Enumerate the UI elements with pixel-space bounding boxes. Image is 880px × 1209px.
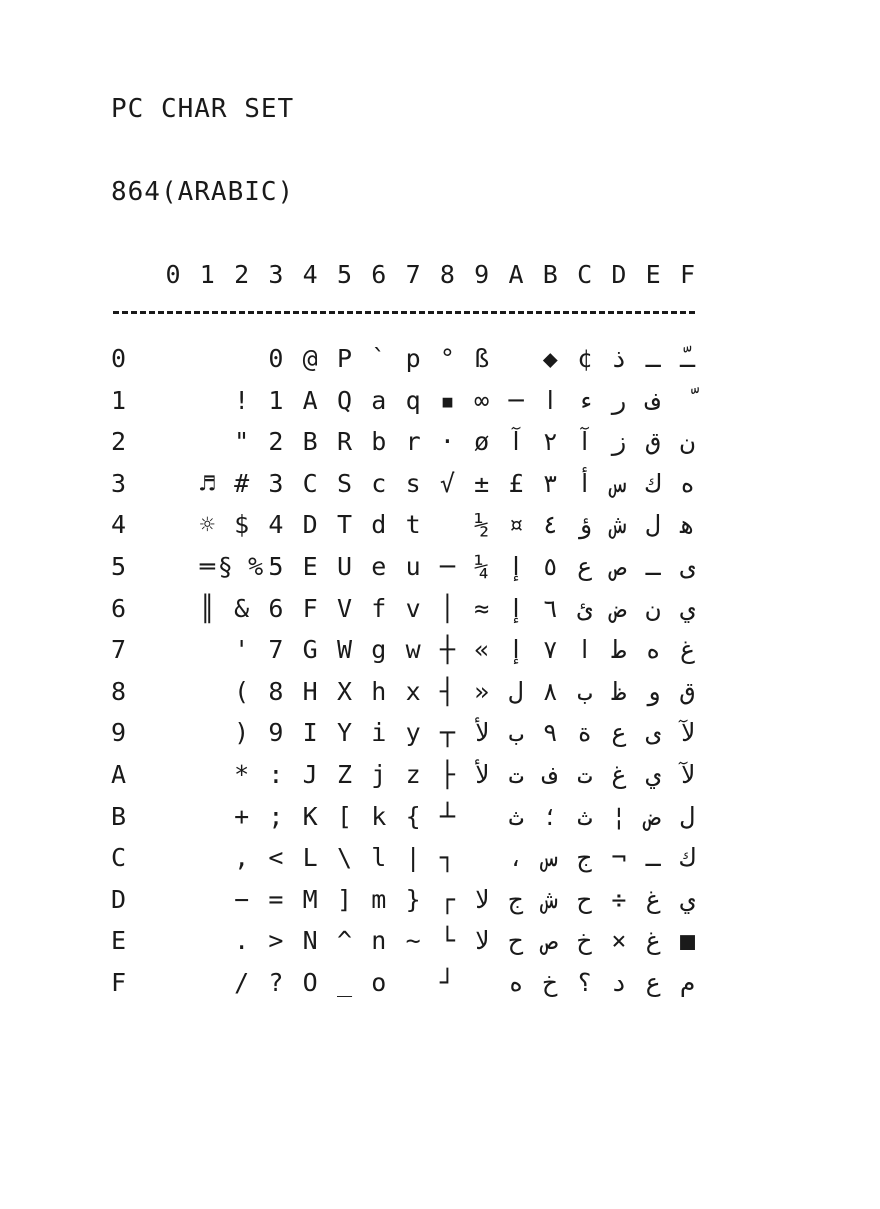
char-cell: ؛ (542, 801, 558, 831)
char-cell: ـ (645, 843, 661, 873)
char-cell: ى (645, 718, 661, 748)
char-cell: ـ (645, 344, 661, 373)
char-cell: u (405, 552, 421, 581)
char-cell: % (248, 552, 264, 581)
char-cell: Y (336, 718, 353, 748)
char-cell: ` (371, 344, 387, 373)
char-cell: ـ (645, 552, 661, 581)
char-cell: ø (474, 427, 490, 457)
char-cell: ا (577, 635, 593, 665)
char-cell: ٤ (542, 510, 558, 540)
char-cell: ٣ (542, 468, 558, 498)
char-cell: " (234, 427, 250, 457)
char-cell: @ (302, 344, 318, 373)
row-label: 5 (111, 552, 127, 581)
char-cell: ت (508, 760, 524, 789)
row-label: B (111, 801, 127, 831)
char-cell: k (371, 801, 387, 831)
column-header: 2 (234, 260, 250, 289)
char-cell: E (302, 552, 318, 581)
char-cell: Z (336, 760, 353, 789)
char-cell: ف (645, 385, 661, 415)
char-cell: } (405, 884, 421, 914)
row-label: 3 (111, 468, 127, 498)
char-cell: − (234, 884, 250, 914)
char-cell: » (474, 676, 490, 706)
char-cell: ئ (577, 593, 593, 623)
char-cell: d (371, 510, 387, 540)
char-cell: ├ (439, 760, 455, 789)
char-cell (671, 386, 705, 415)
char-cell: ﻫ (679, 510, 696, 540)
column-header: C (577, 260, 593, 289)
char-cell: س (542, 843, 558, 873)
char-cell: g (371, 635, 387, 665)
char-cell: \ (336, 843, 353, 873)
row-label: C (111, 843, 127, 873)
char-cell: b (371, 427, 387, 457)
char-cell: ﻷ (474, 760, 490, 789)
char-cell: F (302, 593, 318, 623)
char-cell: w (405, 635, 421, 665)
char-cell: « (474, 635, 490, 665)
char-cell: e (371, 552, 387, 581)
char-cell: ▪ (439, 385, 455, 415)
char-cell: ي (645, 760, 661, 789)
char-cell: ل (679, 801, 696, 831)
char-cell: £ (508, 468, 524, 498)
char-cell: ب (508, 718, 524, 748)
char-cell: ☼ (199, 510, 215, 540)
row-label: 7 (111, 635, 127, 665)
char-cell: ﻻ (474, 926, 490, 956)
char-cell: ٥ (542, 552, 558, 581)
char-cell: > (268, 926, 284, 956)
column-header: 5 (336, 260, 353, 289)
char-cell: ج (577, 843, 593, 873)
char-cell: , (234, 843, 250, 873)
column-header: 7 (405, 260, 421, 289)
char-cell: R (336, 427, 353, 457)
char-cell: W (336, 635, 353, 665)
char-cell: o (371, 968, 387, 997)
column-header: F (679, 260, 696, 289)
char-cell: y (405, 718, 421, 748)
char-cell: ┴ (439, 801, 455, 831)
char-cell: { (405, 801, 421, 831)
char-cell: [ (336, 801, 353, 831)
char-cell: ك (679, 843, 696, 873)
column-header: 0 (165, 260, 181, 289)
char-cell: ض (611, 593, 627, 623)
char-cell: ■ (679, 926, 696, 956)
char-cell: آ (577, 427, 593, 457)
char-cell: ذ (611, 344, 627, 373)
char-cell: h (371, 676, 387, 706)
char-cell: × (611, 926, 627, 956)
char-cell: ن (679, 427, 696, 457)
char-cell: خ (577, 926, 593, 956)
column-header: D (611, 260, 627, 289)
char-cell: ؤ (577, 510, 593, 540)
char-cell: * (234, 760, 250, 789)
char-cell: ر (611, 385, 627, 415)
char-cell: ; (268, 801, 284, 831)
char-cell: ~ (405, 926, 421, 956)
char-cell: ? (268, 968, 284, 997)
char-cell: ┬ (439, 718, 455, 748)
char-cell: غ (679, 635, 696, 665)
char-cell: م (679, 968, 696, 997)
char-cell: ° (439, 344, 455, 373)
column-header: 8 (439, 260, 455, 289)
char-cell: 3 (268, 468, 284, 498)
char-cell: ق (645, 427, 661, 457)
char-cell: ـّ (679, 344, 696, 373)
char-cell: ﻩ (508, 968, 524, 997)
char-cell: l (371, 843, 387, 873)
char-cell: 5 (268, 552, 284, 581)
column-header: 4 (302, 260, 318, 289)
char-cell: أ (577, 468, 593, 498)
column-header: 9 (474, 260, 490, 289)
char-cell: B (302, 427, 318, 457)
char-cell: & (234, 593, 250, 623)
char-cell: q (405, 385, 421, 415)
char-cell: G (302, 635, 318, 665)
char-cell: M (302, 884, 318, 914)
row-label: E (111, 926, 127, 956)
char-cell: ح (508, 926, 524, 956)
char-cell: إ (508, 593, 524, 623)
char-cell: ¢ (577, 344, 593, 373)
char-cell: ك (645, 468, 661, 498)
char-cell: ن (645, 593, 661, 623)
char-cell: ┤ (439, 676, 455, 706)
char-cell: ز (611, 427, 627, 457)
char-cell: ﻵ (679, 760, 696, 789)
char-cell: N (302, 926, 318, 956)
char-cell: ل (645, 510, 661, 540)
column-header: E (645, 260, 661, 289)
char-cell: V (336, 593, 353, 623)
column-header: A (508, 260, 524, 289)
char-cell: و (645, 676, 661, 706)
column-header: 6 (371, 260, 387, 289)
row-label: A (111, 760, 127, 789)
char-cell: 7 (268, 635, 284, 665)
char-cell: آ (508, 427, 524, 457)
char-cell: 8 (268, 676, 284, 706)
char-cell: ي (679, 884, 696, 914)
char-cell: D (302, 510, 318, 540)
char-cell: س (611, 468, 627, 498)
char-cell: إ (508, 552, 524, 581)
char-cell: § (217, 552, 233, 581)
char-cell: ¼ (474, 552, 490, 581)
char-cell: ء (577, 385, 593, 415)
char-cell: . (234, 926, 250, 956)
char-cell: $ (234, 510, 250, 540)
char-cell: X (336, 676, 353, 706)
char-cell: p (405, 344, 421, 373)
char-cell: ض (645, 801, 661, 831)
char-cell: _ (336, 968, 353, 997)
row-label: 8 (111, 676, 127, 706)
char-cell: ﻻ (474, 884, 490, 914)
char-cell: غ (645, 926, 661, 956)
column-header: B (542, 260, 558, 289)
char-cell: f (371, 593, 387, 623)
char-cell: ½ (474, 510, 490, 540)
char-cell: ه (645, 635, 661, 665)
char-cell: ─ (439, 552, 455, 581)
char-cell: ﻵ (679, 718, 696, 748)
char-cell: ل (508, 676, 524, 706)
char-cell: 1 (268, 385, 284, 415)
char-cell: # (234, 468, 250, 498)
char-cell: s (405, 468, 421, 498)
char-cell: ┘ (439, 968, 455, 997)
char-cell: ≈ (474, 593, 490, 623)
char-cell: ٨ (542, 676, 558, 706)
char-cell: ث (508, 801, 524, 831)
char-cell: z (405, 760, 421, 789)
char-cell: ! (234, 385, 250, 415)
row-label: 6 (111, 593, 127, 623)
char-cell: ∞ (474, 385, 490, 415)
char-cell: ث (577, 801, 593, 831)
char-cell: t (405, 510, 421, 540)
char-cell: P (336, 344, 353, 373)
char-cell: K (302, 801, 318, 831)
char-cell: ؟ (577, 968, 593, 997)
char-cell: └ (439, 926, 455, 956)
char-cell: ح (577, 884, 593, 914)
char-cell: ║ (199, 593, 215, 623)
char-cell: : (268, 760, 284, 789)
char-cell: ¤ (508, 510, 524, 540)
char-cell: ٢ (542, 427, 558, 457)
char-cell: ع (611, 718, 627, 748)
char-cell: ج (508, 884, 524, 914)
char-cell: 2 (268, 427, 284, 457)
row-label: 4 (111, 510, 127, 540)
char-cell: ش (611, 510, 627, 540)
char-cell: ظ (611, 676, 627, 706)
char-cell: ═ (199, 552, 215, 581)
char-cell: ٩ (542, 718, 558, 748)
char-cell: 9 (268, 718, 284, 748)
row-label: F (111, 968, 127, 997)
row-label: 2 (111, 427, 127, 457)
char-cell: v (405, 593, 421, 623)
char-cell: √ (439, 468, 455, 498)
char-cell: r (405, 427, 421, 457)
row-label: D (111, 884, 127, 914)
char-cell: 6 (268, 593, 284, 623)
char-cell: ± (474, 468, 490, 498)
char-cell: L (302, 843, 318, 873)
char-cell: ÷ (611, 884, 627, 914)
char-cell: < (268, 843, 284, 873)
char-cell: ♬ (199, 468, 215, 498)
char-cell: A (302, 385, 318, 415)
char-cell: ¬ (611, 843, 627, 873)
char-cell: ص (611, 552, 627, 581)
char-cell: 0 (268, 344, 284, 373)
char-cell: ط (611, 635, 627, 665)
char-cell: ف (542, 760, 558, 789)
char-cell: │ (439, 593, 455, 623)
char-cell: ( (234, 676, 250, 706)
char-cell: إ (508, 635, 524, 665)
char-cell: ا (542, 385, 558, 415)
char-cell: · (439, 427, 455, 457)
char-cell: H (302, 676, 318, 706)
row-label: 0 (111, 344, 127, 373)
char-cell: j (371, 760, 387, 789)
char-cell: ¦ (611, 801, 627, 831)
char-cell: = (268, 884, 284, 914)
char-cell: c (371, 468, 387, 498)
code-page-label: 864(ARABIC) (111, 177, 295, 207)
char-cell: خ (542, 968, 558, 997)
char-cell: ٧ (542, 635, 558, 665)
column-header: 1 (199, 260, 215, 289)
char-cell: ﻷ (474, 718, 490, 748)
char-cell: U (336, 552, 353, 581)
char-cell: د (611, 968, 627, 997)
char-cell: ß (474, 344, 490, 373)
char-cell: ─ (508, 385, 524, 415)
char-cell: ] (336, 884, 353, 914)
char-cell: / (234, 968, 250, 997)
char-cell: ت (577, 760, 593, 789)
char-cell: J (302, 760, 318, 789)
char-cell: a (371, 385, 387, 415)
char-cell: ص (542, 926, 558, 956)
char-cell: ) (234, 718, 250, 748)
char-cell: m (371, 884, 387, 914)
row-label: 9 (111, 718, 127, 748)
char-cell: ' (234, 635, 250, 665)
char-cell: ي (679, 593, 696, 623)
char-cell: C (302, 468, 318, 498)
char-cell: ┐ (439, 843, 455, 873)
char-cell: ب (577, 676, 593, 706)
char-cell: Q (336, 385, 353, 415)
char-cell: ^ (336, 926, 353, 956)
header-divider (113, 311, 695, 314)
char-cell: ┌ (439, 884, 455, 914)
page-title: PC CHAR SET (111, 94, 295, 124)
char-cell: I (302, 718, 318, 748)
char-cell: + (234, 801, 250, 831)
char-cell: i (371, 718, 387, 748)
char-cell: ع (645, 968, 661, 997)
char-cell: O (302, 968, 318, 997)
char-cell: ة (577, 718, 593, 748)
char-cell: ش (542, 884, 558, 914)
char-cell: n (371, 926, 387, 956)
char-cell: ٦ (542, 593, 558, 623)
char-cell: ، (508, 843, 524, 873)
column-header: 3 (268, 260, 284, 289)
char-cell: غ (611, 760, 627, 789)
char-cell: | (405, 843, 421, 873)
char-cell: ه (679, 468, 696, 498)
char-cell: ق (679, 676, 696, 706)
char-cell: T (336, 510, 353, 540)
char-cell: ┼ (439, 635, 455, 665)
char-cell: ى (679, 552, 696, 581)
char-cell: غ (645, 884, 661, 914)
char-cell: 4 (268, 510, 284, 540)
row-label: 1 (111, 385, 127, 415)
char-cell: S (336, 468, 353, 498)
char-cell: ع (577, 552, 593, 581)
char-cell: ◆ (542, 344, 558, 373)
char-cell: x (405, 676, 421, 706)
